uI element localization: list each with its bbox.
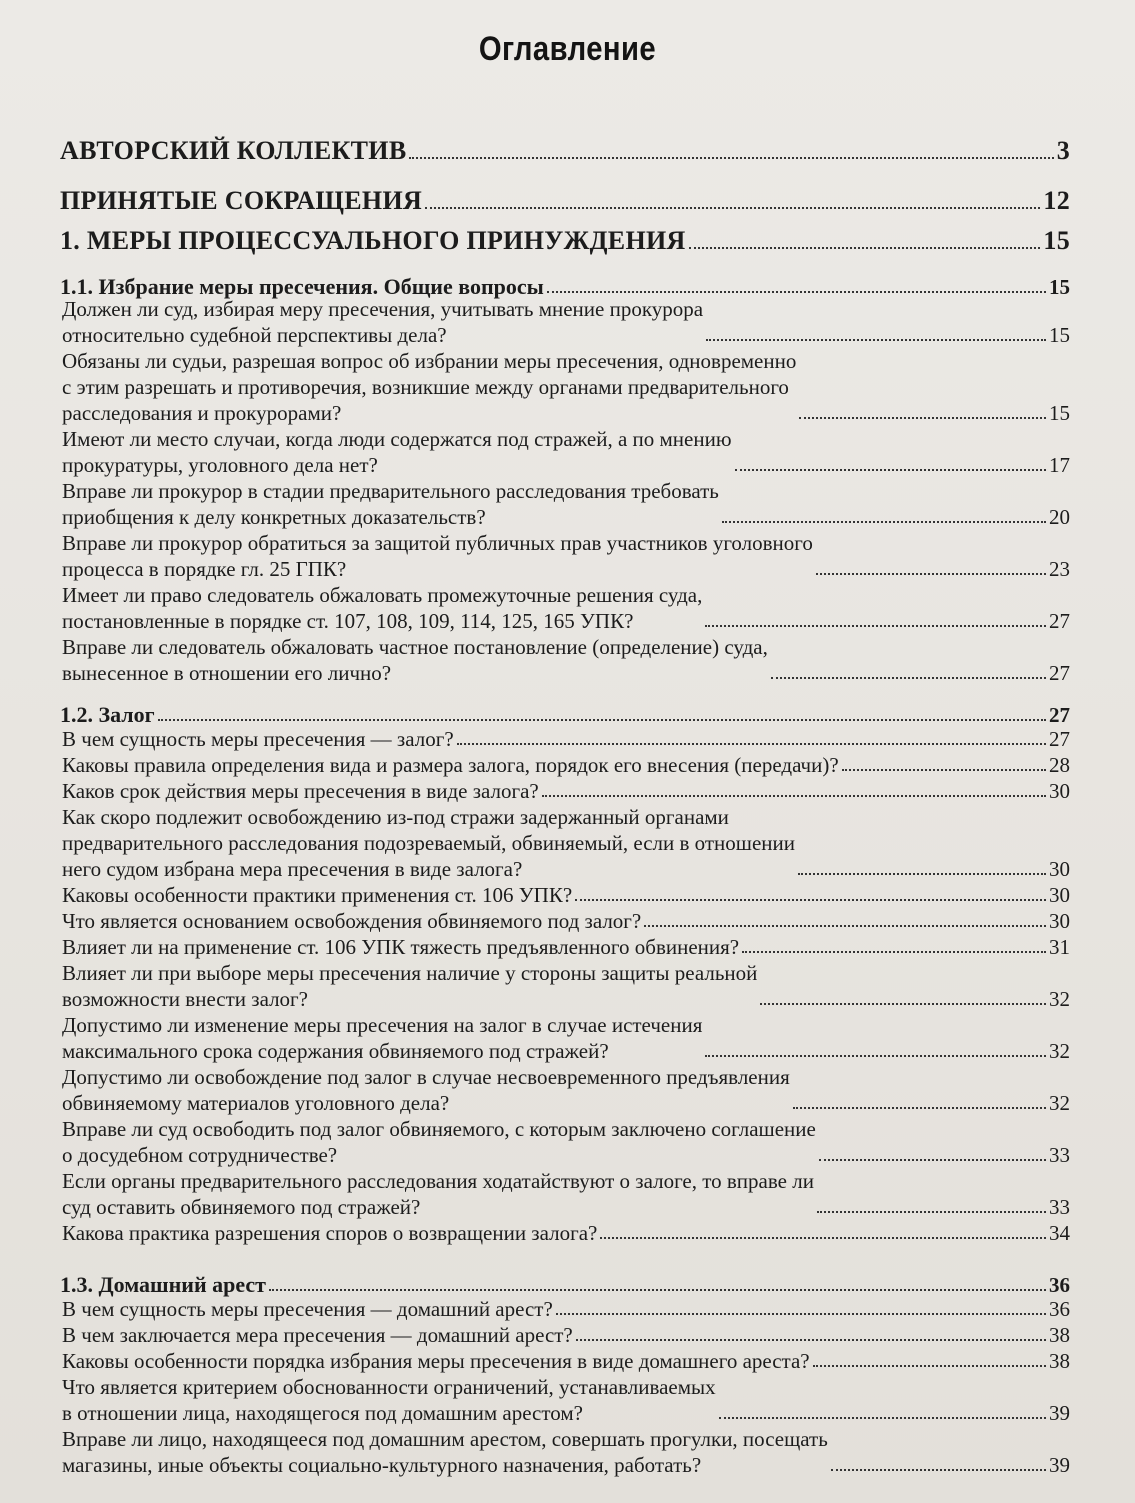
dot-leader bbox=[813, 1365, 1046, 1367]
toc-page-number: 17 bbox=[1049, 453, 1070, 477]
dot-leader bbox=[760, 1003, 1046, 1005]
dot-leader bbox=[816, 573, 1046, 575]
toc-entry[interactable] bbox=[62, 634, 1070, 686]
toc-entry-title: В чем сущность меры пресечения — домашний арест? bbox=[62, 1297, 553, 1321]
toc-page-number: 39 bbox=[1049, 1401, 1070, 1425]
toc-page-number: 27 bbox=[1049, 727, 1070, 751]
toc-entry[interactable] bbox=[62, 1348, 1070, 1374]
toc-entry-title: Каковы правила определения вида и размера залога, порядок его внесения (передачи)? bbox=[62, 753, 839, 777]
dot-leader bbox=[644, 925, 1046, 927]
toc-page-number: 15 bbox=[1049, 401, 1070, 425]
toc-entry-title: Каковы особенности порядка избрания меры пресечения в виде домашнего ареста? bbox=[62, 1349, 810, 1373]
toc-page-number: 33 bbox=[1049, 1195, 1070, 1219]
toc-entry-title: Что является критерием обоснованности ограничений, устанавливаемых в отношении лица, находящегося под домашним арестом? bbox=[62, 1375, 716, 1425]
dot-leader bbox=[819, 1159, 1046, 1161]
toc-section-heading[interactable] bbox=[60, 1272, 1070, 1298]
toc-entry[interactable] bbox=[62, 726, 1070, 752]
toc-entry-title: 1.1. Избрание меры пресечения. Общие вопросы bbox=[60, 274, 544, 299]
toc-chapter-heading[interactable] bbox=[60, 136, 1070, 166]
dot-leader bbox=[600, 1237, 1046, 1239]
dot-leader bbox=[705, 625, 1046, 627]
dot-leader bbox=[689, 247, 1041, 249]
dot-leader bbox=[817, 1211, 1046, 1213]
dot-leader bbox=[735, 469, 1046, 471]
toc-entry-title: Должен ли суд, избирая меру пресечения, учитывать мнение прокурора относительно судебной перспективы дела? bbox=[62, 297, 704, 347]
dot-leader bbox=[556, 1313, 1046, 1315]
toc-entry-title: Каковы особенности практики применения ст. 106 УПК? bbox=[62, 883, 573, 907]
toc-entry[interactable] bbox=[62, 778, 1070, 804]
toc-entry-title: Вправе ли суд освободить под залог обвиняемого, с которым заключено соглашение о досудебном сотрудничестве? bbox=[62, 1117, 816, 1167]
toc-entry-title: В чем сущность меры пресечения — залог? bbox=[62, 727, 454, 751]
toc-entry-title: Что является основанием освобождения обвиняемого под залог? bbox=[62, 909, 642, 933]
dot-leader bbox=[793, 1107, 1046, 1109]
toc-page-number: 27 bbox=[1049, 661, 1070, 685]
toc-page-number: 36 bbox=[1049, 1273, 1070, 1297]
toc-entry-title: Вправе ли прокурор обратиться за защитой публичных прав участников уголовного процесса в порядке гл. 25 ГПК? bbox=[62, 531, 813, 581]
toc-page-number: 15 bbox=[1049, 275, 1070, 299]
toc-page-number: 31 bbox=[1049, 935, 1070, 959]
toc-entry-title: Если органы предварительного расследования ходатайствуют о залоге, то вправе ли суд оставить обвиняемого под стражей? bbox=[62, 1169, 814, 1219]
dot-leader bbox=[799, 417, 1046, 419]
toc-page-number: 23 bbox=[1049, 557, 1070, 581]
toc-entry[interactable] bbox=[62, 478, 1070, 530]
toc-entry[interactable] bbox=[62, 908, 1070, 934]
toc-page-number: 15 bbox=[1049, 323, 1070, 347]
toc-entry[interactable] bbox=[62, 426, 1070, 478]
toc-entry-title: Вправе ли прокурор в стадии предварительного расследования требовать приобщения к делу конкретных доказательств? bbox=[62, 479, 719, 529]
dot-leader bbox=[742, 951, 1046, 953]
toc-page-number: 3 bbox=[1056, 136, 1070, 165]
toc-entry-title: Допустимо ли освобождение под залог в случае несвоевременного предъявления обвиняемому материалов уголовного дела? bbox=[62, 1065, 790, 1115]
dot-leader bbox=[831, 1469, 1046, 1471]
dot-leader bbox=[547, 291, 1046, 293]
page-title: Оглавление bbox=[478, 30, 657, 68]
toc-entry-title: Влияет ли при выборе меры пресечения наличие у стороны защиты реальной возможности внести залог? bbox=[62, 961, 758, 1011]
toc-page-number: 33 bbox=[1049, 1143, 1070, 1167]
toc-entry[interactable] bbox=[62, 1322, 1070, 1348]
toc-entry-title: Какова практика разрешения споров о возвращении залога? bbox=[62, 1221, 598, 1245]
toc-entry[interactable] bbox=[62, 934, 1070, 960]
toc-page-number: 28 bbox=[1049, 753, 1070, 777]
toc-entry[interactable] bbox=[62, 960, 1070, 1012]
toc-page-number: 32 bbox=[1049, 987, 1070, 1011]
toc-entry-title: Влияет ли на применение ст. 106 УПК тяжесть предъявленного обвинения? bbox=[62, 935, 740, 959]
toc-entry-title: Обязаны ли судьи, разрешая вопрос об избрании меры пресечения, одновременно с этим разрешать и противоречия, возникшие между органами предварительного расследования и прокурорами? bbox=[62, 349, 797, 425]
dot-leader bbox=[719, 1417, 1046, 1419]
dot-leader bbox=[842, 769, 1046, 771]
toc-entry-title: Имеет ли право следователь обжаловать промежуточные решения суда, постановленные в порядке ст. 107, 108, 109, 114, 125, 165 УПК? bbox=[62, 583, 703, 633]
dot-leader bbox=[269, 1289, 1046, 1291]
toc-entry[interactable] bbox=[62, 1168, 1070, 1220]
toc-entry[interactable] bbox=[62, 882, 1070, 908]
toc-entry-title: Вправе ли следователь обжаловать частное постановление (определение) суда, вынесенное в отношении его лично? bbox=[62, 635, 768, 685]
toc-entry[interactable] bbox=[62, 296, 1070, 348]
toc-page-number: 38 bbox=[1049, 1323, 1070, 1347]
toc-entry-title: ПРИНЯТЫЕ СОКРАЩЕНИЯ bbox=[60, 186, 423, 215]
dot-leader bbox=[425, 207, 1040, 209]
toc-page-number: 32 bbox=[1049, 1039, 1070, 1063]
toc-section-heading[interactable] bbox=[60, 702, 1070, 728]
toc-page-number: 30 bbox=[1049, 779, 1070, 803]
toc-page-number: 32 bbox=[1049, 1091, 1070, 1115]
toc-entry-title: Допустимо ли изменение меры пресечения на залог в случае истечения максимального срока содержания обвиняемого под стражей? bbox=[62, 1013, 703, 1063]
toc-entry[interactable] bbox=[62, 1064, 1070, 1116]
dot-leader bbox=[542, 795, 1046, 797]
toc-chapter-heading[interactable] bbox=[60, 186, 1070, 216]
toc-entry[interactable] bbox=[62, 582, 1070, 634]
toc-page-number: 34 bbox=[1049, 1221, 1070, 1245]
toc-page-number: 36 bbox=[1049, 1297, 1070, 1321]
dot-leader bbox=[705, 1055, 1046, 1057]
toc-page-number: 30 bbox=[1049, 883, 1070, 907]
toc-entry[interactable] bbox=[62, 1426, 1070, 1478]
toc-page-number: 15 bbox=[1043, 226, 1070, 255]
dot-leader bbox=[158, 719, 1046, 721]
toc-entry[interactable] bbox=[62, 752, 1070, 778]
toc-page-number: 39 bbox=[1049, 1453, 1070, 1477]
toc-entry-title: 1.3. Домашний арест bbox=[60, 1272, 266, 1297]
toc-entry[interactable] bbox=[62, 1374, 1070, 1426]
toc-page-number: 12 bbox=[1043, 186, 1070, 215]
dot-leader bbox=[457, 743, 1046, 745]
toc-entry[interactable] bbox=[62, 1220, 1070, 1246]
toc-entry[interactable] bbox=[62, 804, 1070, 882]
dot-leader bbox=[706, 339, 1046, 341]
toc-page-number: 38 bbox=[1049, 1349, 1070, 1373]
toc-entry[interactable] bbox=[62, 1296, 1070, 1322]
toc-entry-title: Каков срок действия меры пресечения в виде залога? bbox=[62, 779, 539, 803]
toc-entry-title: 1.2. Залог bbox=[60, 702, 155, 727]
toc-entry-title: Как скоро подлежит освобождению из-под стражи задержанный органами предварительного расследования подозреваемый, обвиняемый, если в отношении него судом избрана мера пресечения в виде залога? bbox=[62, 805, 796, 881]
toc-page-number: 27 bbox=[1049, 703, 1070, 727]
toc-entry[interactable] bbox=[62, 530, 1070, 582]
dot-leader bbox=[576, 1339, 1046, 1341]
toc-entry-title: Имеют ли место случаи, когда люди содержатся под стражей, а по мнению прокуратуры, уголовного дела нет? bbox=[62, 427, 732, 477]
dot-leader bbox=[409, 157, 1053, 159]
toc-chapter-heading[interactable] bbox=[60, 226, 1070, 256]
toc-entry[interactable] bbox=[62, 1116, 1070, 1168]
toc-entry[interactable] bbox=[62, 1012, 1070, 1064]
toc-page-number: 20 bbox=[1049, 505, 1070, 529]
toc-entry[interactable] bbox=[62, 348, 1070, 426]
dot-leader bbox=[771, 677, 1046, 679]
dot-leader bbox=[575, 899, 1046, 901]
toc-entry-title: В чем заключается мера пресечения — домашний арест? bbox=[62, 1323, 573, 1347]
toc-entry-title: 1. МЕРЫ ПРОЦЕССУАЛЬНОГО ПРИНУЖДЕНИЯ bbox=[60, 226, 686, 255]
toc-page-number: 30 bbox=[1049, 909, 1070, 933]
toc-page-number: 30 bbox=[1049, 857, 1070, 881]
toc-page-number: 27 bbox=[1049, 609, 1070, 633]
toc-entry-title: Вправе ли лицо, находящееся под домашним арестом, совершать прогулки, посещать магазины, иные объекты социально-культурного назначения, работать? bbox=[62, 1427, 828, 1477]
toc-entry-title: АВТОРСКИЙ КОЛЛЕКТИВ bbox=[60, 136, 407, 165]
dot-leader bbox=[798, 873, 1046, 875]
dot-leader bbox=[722, 521, 1046, 523]
